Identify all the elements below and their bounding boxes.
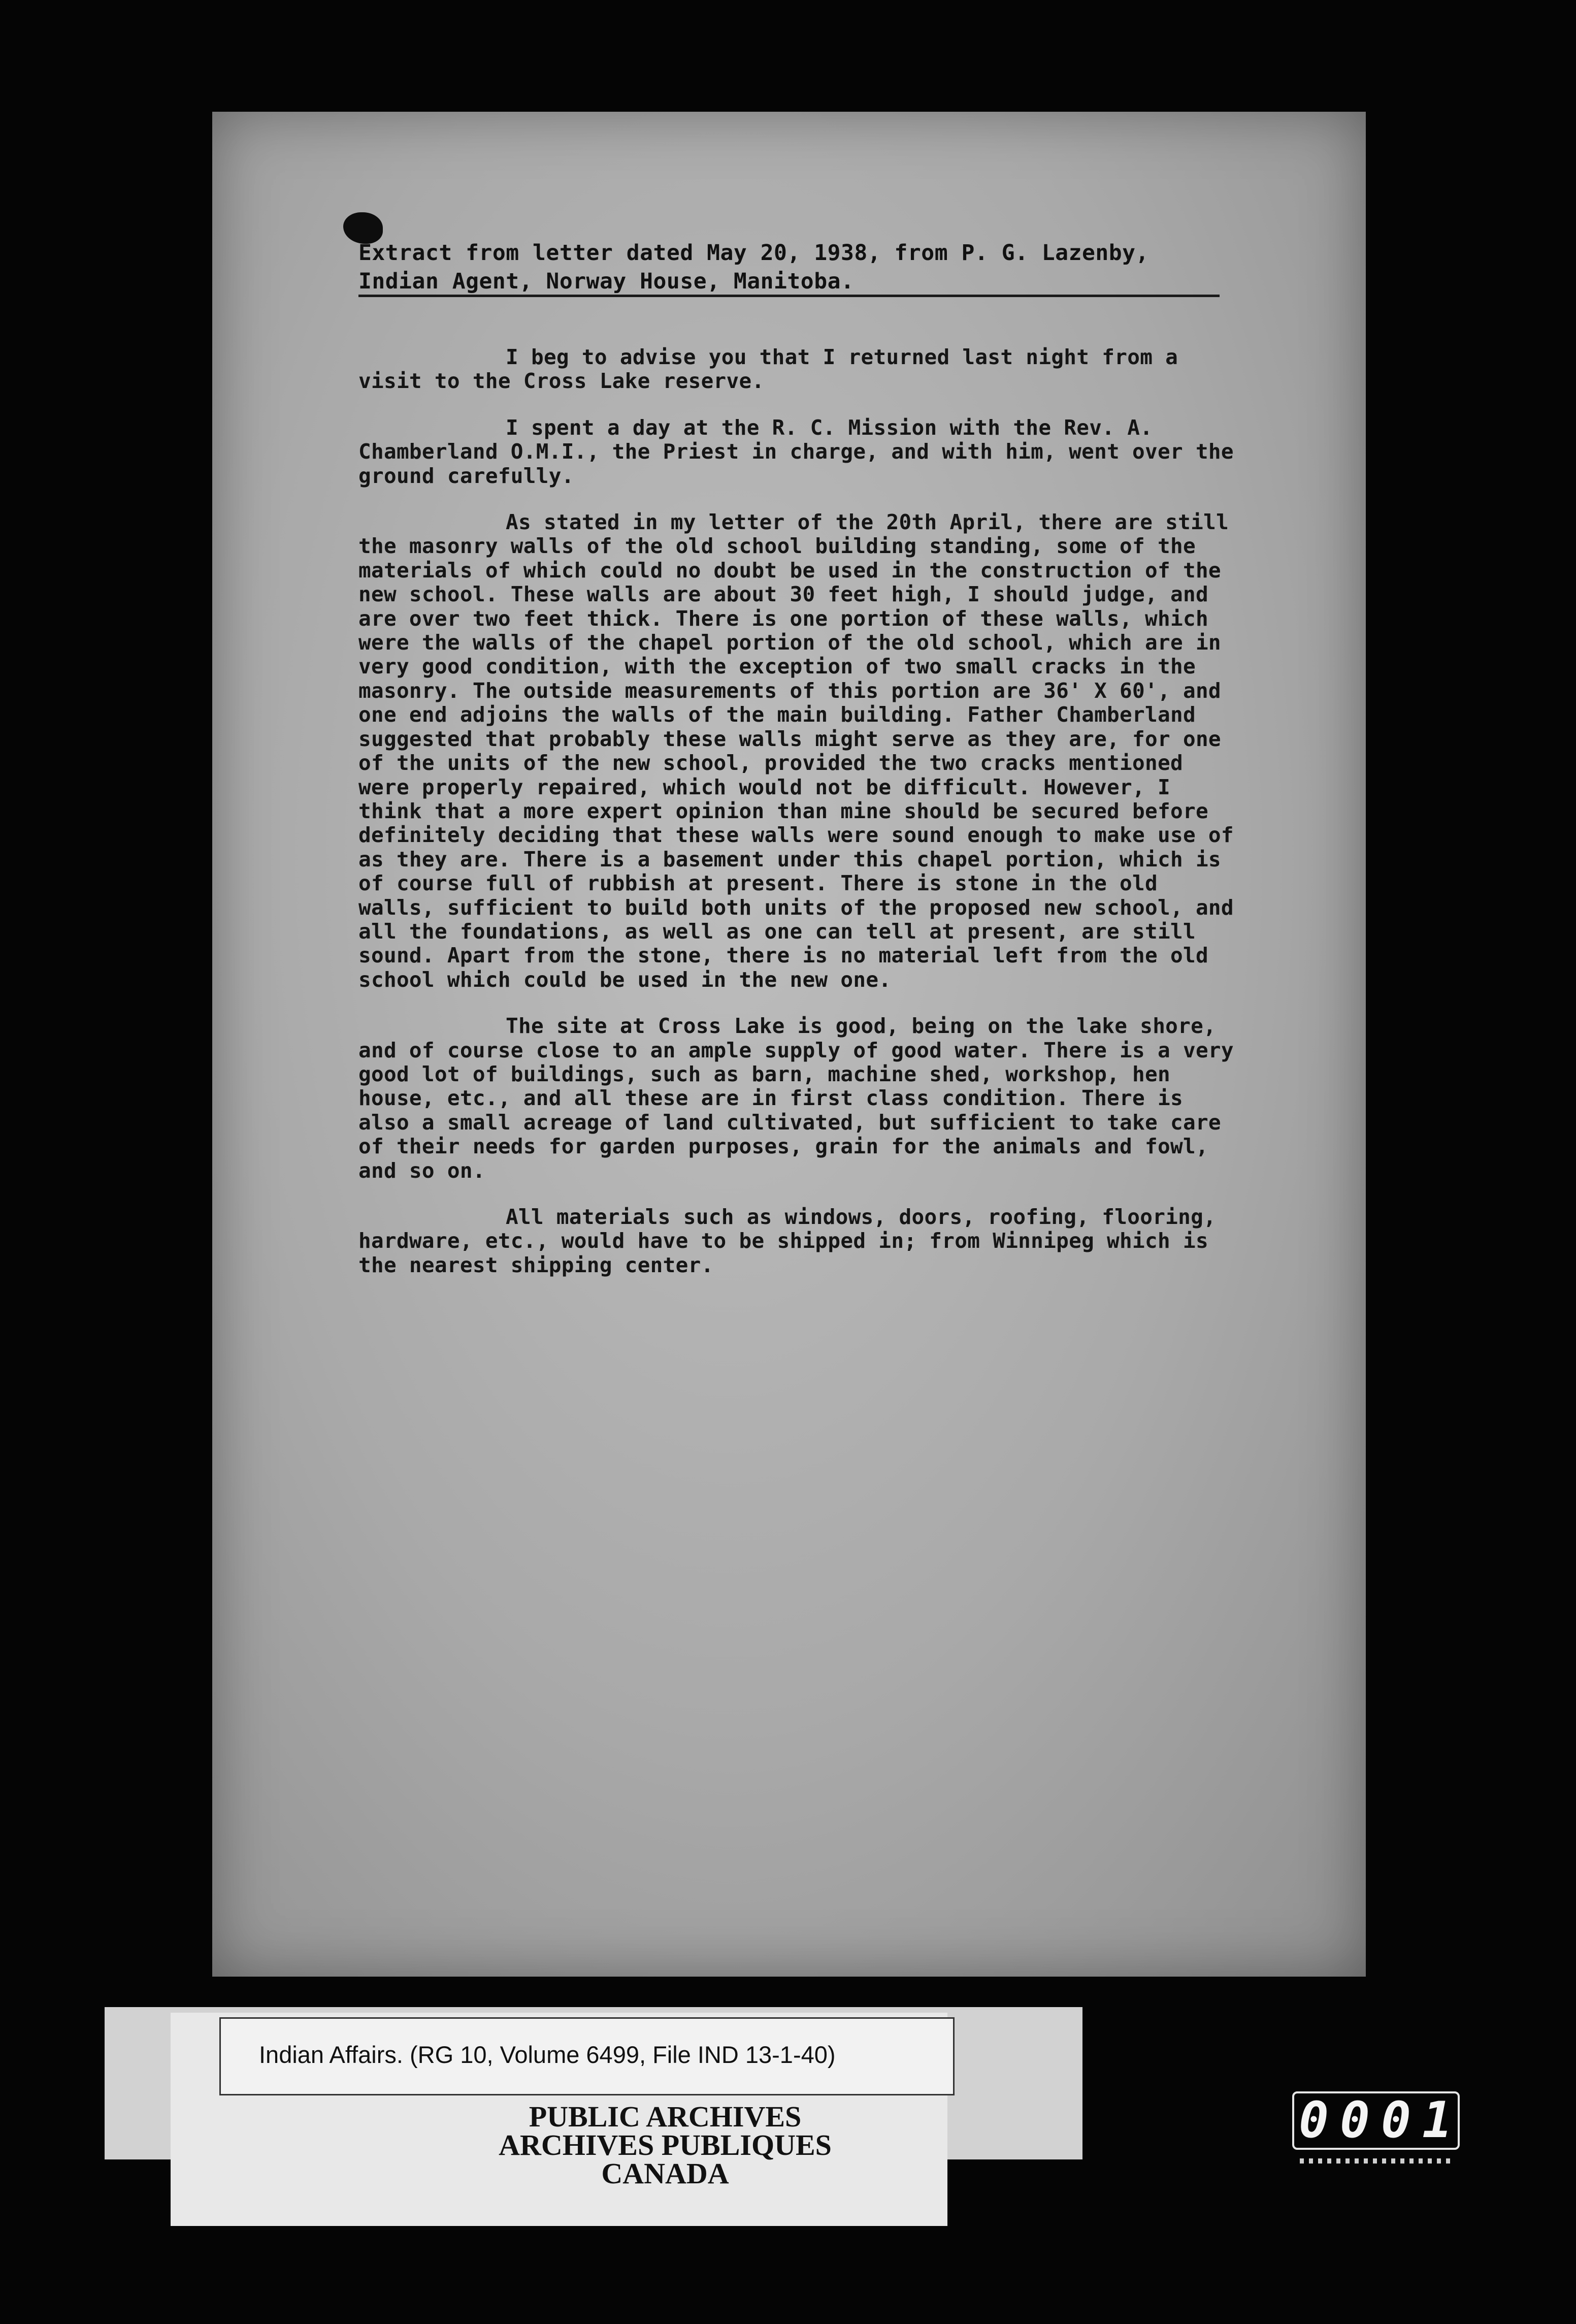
letter-body [358, 345, 1237, 1300]
paragraph-1: I beg to advise you that I returned last night from a visit to the Cross Lake reserve. [358, 345, 1178, 394]
paragraph-3: As stated in my letter of the 20th April, there are still the masonry walls of the old school building standing, some of the materials of which could no doubt be used in the construction of the new school. These walls are about 30 feet high, I should judge, and are over two feet thick. There is one portion of these walls, which were the walls of the chapel portion of the old school, which are in very good condition, with the exception of two small cracks in the masonry. The outside measurements of this portion are 36' X 60', and one end adjoins the walls of the main building. Father Chamberland suggested that probably these walls might serve as they are, for one of the units of the new school, provided the two cracks mentioned were properly repaired, which would not be difficult. However, I think that a more expert opinion than mine should be secured before definitely deciding that these walls were sound enough to make use of as they are. There is a basement under this chapel portion, which is of course full of rubbish at present. There is stone in the old walls, sufficient to build both units of the proposed new school, and all the foundations, as well as one can tell at present, are still sound. Apart from the stone, there is no material left from the old school which could be used in the new one. [358, 510, 1234, 992]
archive-reference: Indian Affairs. (RG 10, Volume 6499, File IND 13-1-40) [259, 2041, 836, 2068]
paragraph-5: All materials such as windows, doors, roofing, flooring, hardware, etc., would have to be shipped in; from Winnipeg which is the nearest shipping center. [358, 1205, 1217, 1277]
letter-heading [358, 239, 1222, 296]
heading-underline [358, 295, 1220, 297]
paragraph-2: I spent a day at the R. C. Mission with the Rev. A. Chamberland O.M.I., the Priest in charge, and with him, went over the ground carefully. [358, 415, 1234, 488]
archive-line-1: PUBLIC ARCHIVES [529, 2100, 802, 2133]
heading-line-2: Indian Agent, Norway House, Manitoba. [358, 269, 855, 294]
archive-stamp [386, 2100, 944, 2190]
archive-line-2: ARCHIVES PUBLIQUES [499, 2128, 832, 2161]
heading-line-1: Extract from letter dated May 20, 1938, from P. G. Lazenby, [358, 240, 1149, 266]
film-sprocket-holes [1300, 2158, 1452, 2164]
archive-line-3: CANADA [601, 2157, 729, 2190]
frame-number: 0001 [1299, 2091, 1464, 2149]
paragraph-4: The site at Cross Lake is good, being on the lake shore, and of course close to an ample supply of good water. There is a very good lot of buildings, such as barn, machine shed, workshop, hen house, etc., and all these are in first class condition. There is also a small acreage of land cultivated, but sufficient to take care of their needs for garden purposes, grain for the animals and fowl, and so on. [358, 1014, 1234, 1183]
